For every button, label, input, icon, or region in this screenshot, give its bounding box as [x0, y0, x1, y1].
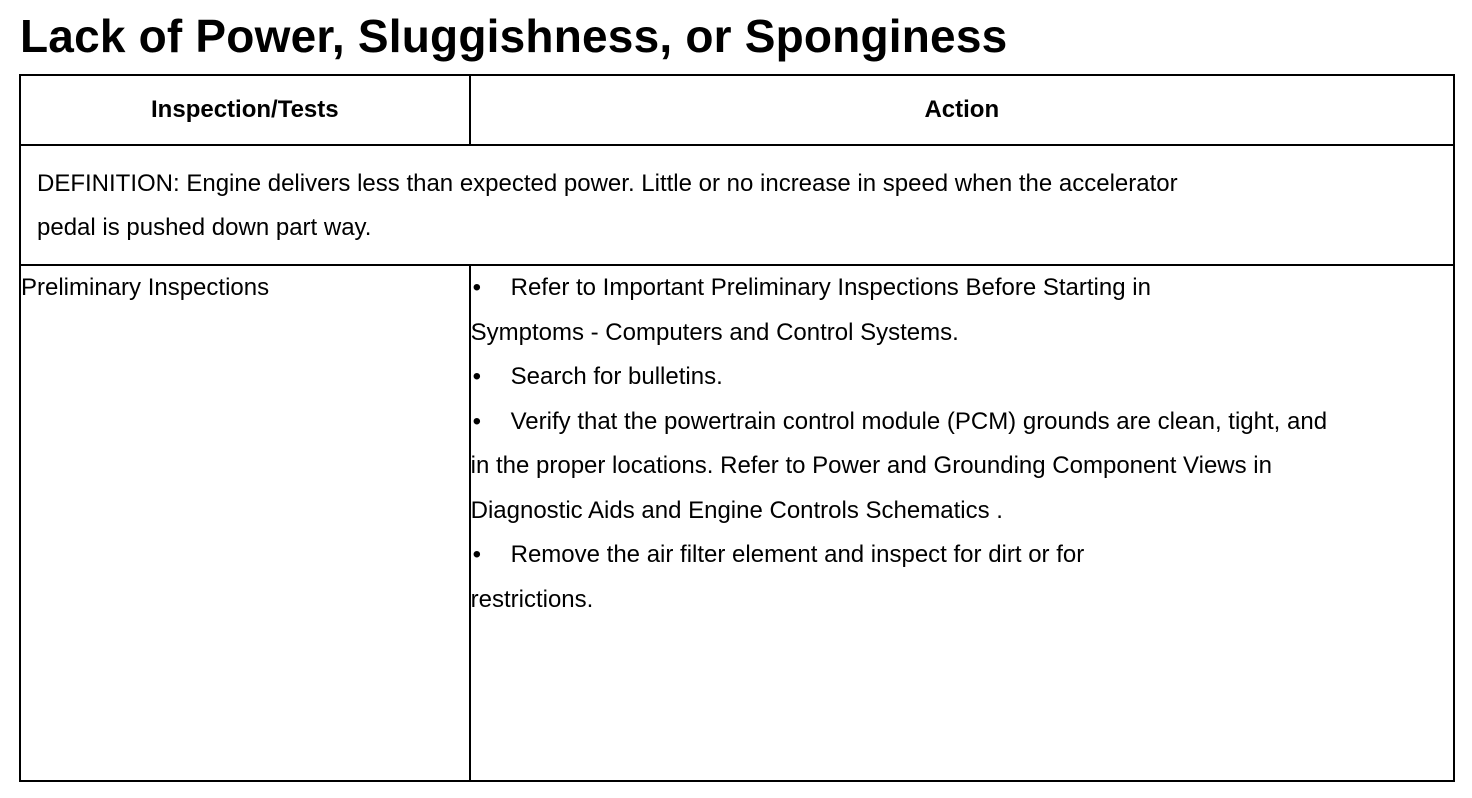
- action-item: [471, 400, 1351, 534]
- header-action: Action: [470, 75, 1454, 145]
- action-item: [471, 533, 1191, 622]
- definition-row: [20, 145, 1454, 265]
- action-cell: [470, 265, 1454, 781]
- bullet-icon: •: [472, 274, 482, 301]
- bullet-icon: •: [472, 541, 482, 568]
- action-item: [471, 355, 1371, 400]
- table-header-row: [20, 75, 1454, 145]
- action-text: Search for bulletins.: [510, 363, 723, 390]
- definition-text: DEFINITION: Engine delivers less than expected power. Little or no increase in speed when the accelerator pedal is pushed down part way.: [37, 170, 1178, 241]
- inspection-cell: Preliminary Inspections: [20, 265, 470, 781]
- action-list: [471, 266, 1453, 622]
- action-text: Refer to Important Preliminary Inspections Before Starting in Symptoms - Computers and Control Systems.: [470, 274, 1151, 346]
- action-item: [471, 266, 1271, 355]
- definition-cell: [20, 145, 1454, 265]
- page-title: Lack of Power, Sluggishness, or Sponginess: [20, 10, 1008, 62]
- table-row: [20, 265, 1454, 781]
- action-text: Verify that the powertrain control module (PCM) grounds are clean, tight, and in the proper locations. Refer to Power and Grounding Component Views in Diagnostic Aids and Engine Controls Schematics .: [470, 407, 1328, 524]
- bullet-icon: •: [472, 407, 482, 435]
- header-inspection-tests: Inspection/Tests: [20, 75, 470, 145]
- action-text: Remove the air filter element and inspect for dirt or for restrictions.: [470, 541, 1085, 613]
- bullet-icon: •: [472, 363, 482, 390]
- diagnostic-table: [19, 74, 1455, 782]
